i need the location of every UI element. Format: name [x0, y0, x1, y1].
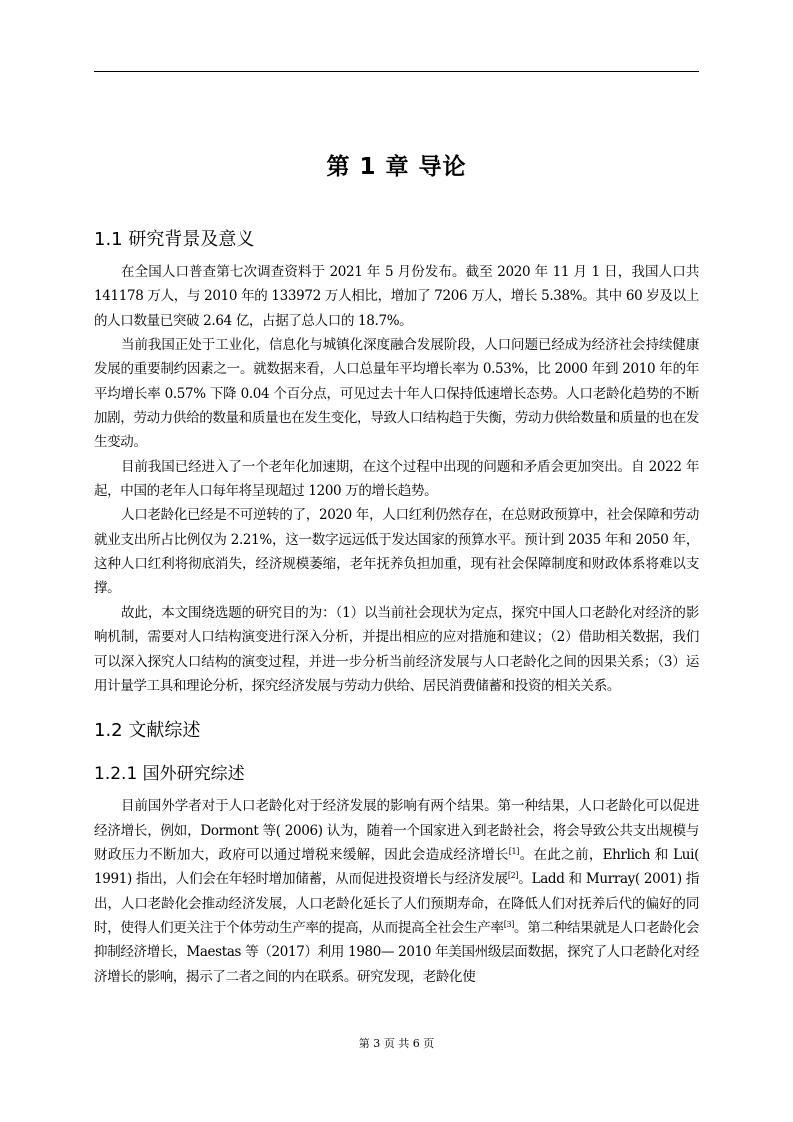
chapter-title: 第 1 章 导论 [326, 154, 467, 180]
paragraph: 当前我国正处于工业化，信息化与城镇化深度融合发展阶段，人口问题已经成为经济社会持续健康发展的重要制约因素之一。就数据来看，人口总量年平均增长率为 0.53%，比 2000 年到 2010 年的年平均增长率 0.57% 下降 0.04 个百分点，可见过去十年人口保持低速增长态势。人口老龄化趋势的不断加剧，劳动力供给的数量和质量也在发生变化，导致人口结构趋于失衡，劳动力供给数量和质量的也在发生变动。 [94, 337, 699, 451]
paragraph-text: 目前国外学者对于人口老龄化对于经济发展的影响有两个结果。第一种结果，人口老龄化可以促进经济增长，例如，Dormont 等( 2006) 认为，随着一个国家进入到老龄社会，将会导致公共支出规模与财政压力不断加大，政府可以通过增税来缓解，因此会造成经济增长 [94, 798, 699, 863]
document-body [94, 226, 699, 989]
page-number-footer: 第 3 页 共 6 页 [358, 1037, 435, 1050]
header-rule [94, 71, 699, 72]
citation-3: [3] [503, 919, 514, 929]
paragraph-with-citations [94, 794, 699, 989]
section-heading-1-1: 1.1 研究背景及意义 [94, 229, 255, 250]
paragraph: 人口老龄化已经是不可逆转的了，2020 年，人口红利仍然存在，在总财政预算中，社会保障和劳动就业支出所占比例仅为 2.21%，这一数字远远低于发达国家的预算水平。预计到 2035 年和 2050 年，这种人口红利将彻底消失，经济规模萎缩，老年抚养负担加重，现有社会保障制度和财政体系将难以支撑。 [94, 507, 699, 597]
paragraph: 在全国人口普查第七次调查资料于 2021 年 5 月份发布。截至 2020 年 11 月 1 日，我国人口共 141178 万人，与 2010 年的 133972 万人相比，增加了 7206 万人，增长 5.38%。其中 60 岁及以上的人口数量已突破 2.64 亿，占据了总人口的 18.7%。 [94, 264, 699, 329]
paragraph-text: 。第二种结果就是人口老龄化会抑制经济增长，Maestas 等（2017）利用 1980— 2010 年美国州级层面数据，探究了人口老龄化对经济增长的影响，揭示了二者之间的内在联系。研究发现，老龄化使 [94, 919, 699, 985]
paragraph-text: 。Ladd 和 Murray( 2001) 指出，人口老龄化会推动经济发展，人口老龄化延长了人们预期寿命，在降低人们对抚养后代的偏好的同时，使得人们更关注于个体劳动生产率的提高，从而提高全社会生产率 [94, 871, 700, 936]
paragraph: 目前我国已经进入了一个老年化加速期，在这个过程中出现的问题和矛盾会更加突出。自 2022 年起，中国的老年人口每年将呈现超过 1200 万的增长趋势。 [94, 458, 699, 500]
citation-1: [1] [508, 846, 520, 856]
citation-2: [2] [507, 871, 519, 881]
paragraph-text: 。在此之前，Ehrlich 和 Lui( 1991) 指出，人们会在年轻时增加储蓄，从而促进投资增长与经济发展 [94, 846, 699, 888]
section-heading-1-2-1: 1.2.1 国外研究综述 [94, 764, 245, 785]
paragraph: 故此，本文围绕选题的研究目的为：（1）以当前社会现状为定点，探究中国人口老龄化对经济的影响机制，需要对人口结构演变进行深入分析，并提出相应的应对措施和建议；（2）借助相关数据，我们可以深入探究人口结构的演变过程，并进一步分析当前经济发展与人口老龄化之间的因果关系；（3）运用计量学工具和理论分析，探究经济发展与劳动力供给、居民消费储蓄和投资的相关关系。 [94, 604, 699, 694]
section-heading-1-2: 1.2 文献综述 [94, 720, 201, 742]
